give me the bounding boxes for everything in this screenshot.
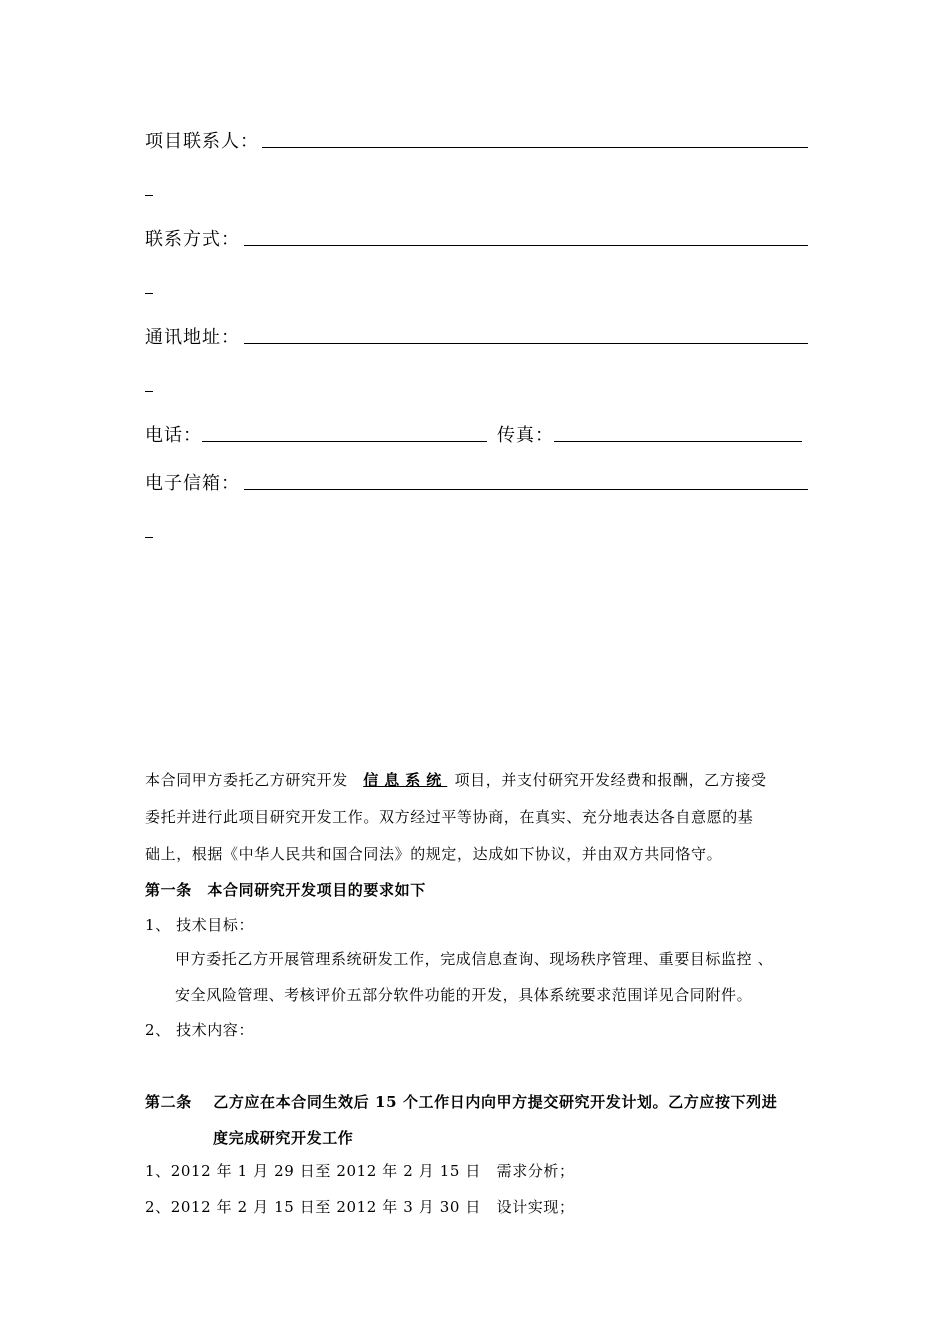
- project-name: 信息系统: [363, 771, 448, 789]
- address-label: 通讯地址：: [145, 327, 240, 348]
- line-continuation-mark: [145, 293, 153, 294]
- address-blank[interactable]: [244, 343, 808, 344]
- intro-line-1: [145, 769, 767, 790]
- email-label: 电子信箱：: [145, 473, 240, 494]
- email-blank[interactable]: [244, 489, 808, 490]
- project-contact-label: 项目联系人：: [145, 131, 259, 152]
- phone-label: 电话：: [145, 425, 202, 446]
- intro-line-2: 委托并进行此项目研究开发工作。双方经过平等协商，在真实、充分地表达各自意愿的基: [145, 808, 754, 826]
- project-contact-blank[interactable]: [262, 147, 808, 148]
- article-1-item-1-text-1: 甲方委托乙方开展管理系统研发工作，完成信息查询、现场秩序管理、重要目标监控 、: [175, 950, 774, 968]
- article-2-title-1: 第二条 乙方应在本合同生效后 15 个工作日内向甲方提交研究开发计划。乙方应按下列进: [145, 1093, 778, 1111]
- contact-method-label: 联系方式：: [145, 229, 240, 250]
- schedule-item-1: 1、2012 年 1 月 29 日至 2012 年 2 月 15 日 需求分析；: [145, 1162, 575, 1180]
- line-continuation-mark: [145, 391, 153, 392]
- article-2-title-2: 度完成研究开发工作: [213, 1129, 354, 1147]
- intro-prefix: 本合同甲方委托乙方研究开发: [145, 771, 348, 789]
- intro-line-3: 础上，根据《中华人民共和国合同法》的规定，达成如下协议，并由双方共同恪守。: [145, 845, 723, 863]
- article-1-item-1-text-2: 安全风险管理、考核评价五部分软件功能的开发，具体系统要求范围详见合同附件。: [175, 986, 753, 1004]
- phone-blank[interactable]: [202, 441, 487, 442]
- article-1-item-1-label: 1、 技术目标：: [145, 916, 255, 934]
- line-continuation-mark: [145, 537, 153, 538]
- fax-label: 传真：: [497, 425, 554, 446]
- intro-suffix: 项目，并支付研究开发经费和报酬，乙方接受: [454, 771, 767, 789]
- line-continuation-mark: [145, 195, 153, 196]
- article-1-title: 第一条 本合同研究开发项目的要求如下: [145, 881, 426, 899]
- contact-method-blank[interactable]: [244, 245, 808, 246]
- schedule-item-2: 2、2012 年 2 月 15 日至 2012 年 3 月 30 日 设计实现；: [145, 1198, 575, 1216]
- fax-blank[interactable]: [554, 441, 802, 442]
- article-1-item-2-label: 2、 技术内容：: [145, 1021, 255, 1039]
